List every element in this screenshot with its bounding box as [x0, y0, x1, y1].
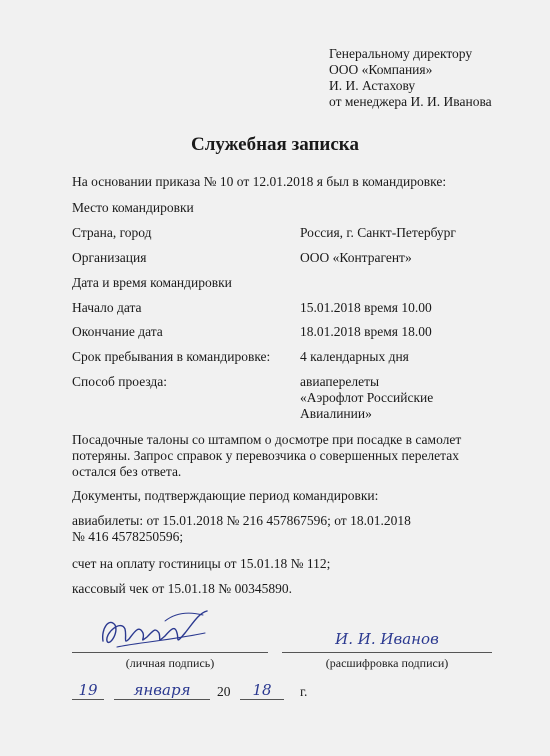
name-caption: (расшифровка подписи)	[325, 656, 449, 670]
addressee-line-4: от менеджера И. И. Иванова	[329, 94, 492, 109]
addressee-line-1: Генеральному директору	[329, 46, 473, 61]
tickets-line-1: авиабилеты: от 15.01.2018 № 216 457867596; от 18.01.2018	[72, 513, 411, 528]
duration-value: 4 календарных дня	[300, 349, 409, 364]
tickets-item	[72, 513, 411, 545]
addressee-block	[329, 46, 492, 110]
start-label: Начало дата	[72, 300, 142, 315]
travel-value-line-2: «Аэрофлот Российские	[300, 390, 434, 405]
handwritten-signature	[95, 603, 215, 655]
signature-line	[72, 652, 268, 653]
tickets-line-2: № 416 4578250596;	[72, 529, 184, 544]
datetime-heading: Дата и время командировки	[72, 275, 232, 290]
paragraph-line-1: Посадочные талоны со штампом о досмотре при посадке в самолет	[72, 432, 462, 447]
country-value: Россия, г. Санкт-Петербург	[300, 225, 456, 240]
travel-label: Способ проезда:	[72, 374, 168, 389]
date-day: 19	[78, 681, 98, 699]
document-title: Служебная записка	[191, 134, 359, 155]
end-label: Окончание дата	[72, 324, 163, 339]
date-month: января	[133, 681, 191, 699]
organization-value: ООО «Контрагент»	[300, 250, 412, 265]
hotel-item: счет на оплату гостиницы от 15.01.18 № 112;	[72, 556, 331, 571]
country-label: Страна, город	[72, 225, 152, 240]
start-value: 15.01.2018 время 10.00	[300, 300, 432, 315]
lost-tickets-paragraph	[72, 432, 461, 480]
signatory-name: И. И. Иванов	[335, 630, 439, 648]
duration-label: Срок пребывания в командировке:	[72, 349, 271, 364]
date-year-prefix: 20	[217, 684, 231, 699]
docs-heading: Документы, подтверждающие период командировки:	[72, 488, 379, 503]
travel-value	[300, 374, 433, 422]
paragraph-line-2: потеряны. Запрос справок у перевозчика о совершенных перелетах	[72, 448, 459, 463]
addressee-line-2: ООО «Компания»	[329, 62, 433, 77]
name-line	[282, 652, 492, 653]
travel-value-line-1: авиаперелеты	[300, 374, 380, 389]
date-year-abbr: г.	[300, 684, 308, 699]
place-heading: Место командировки	[72, 200, 194, 215]
intro-text: На основании приказа № 10 от 12.01.2018 я был в командировке:	[72, 174, 447, 189]
paragraph-line-3: остался без ответа.	[72, 464, 182, 479]
date-month-line	[114, 699, 210, 700]
date-year-suffix: 18	[252, 681, 272, 699]
receipt-item: кассовый чек от 15.01.18 № 00345890.	[72, 581, 292, 596]
date-year-line	[240, 699, 284, 700]
end-value: 18.01.2018 время 18.00	[300, 324, 432, 339]
signature-caption: (личная подпись)	[125, 656, 215, 670]
date-day-line	[72, 699, 104, 700]
addressee-line-3: И. И. Астахову	[329, 78, 416, 93]
organization-label: Организация	[72, 250, 147, 265]
travel-value-line-3: Авиалинии»	[300, 406, 372, 421]
